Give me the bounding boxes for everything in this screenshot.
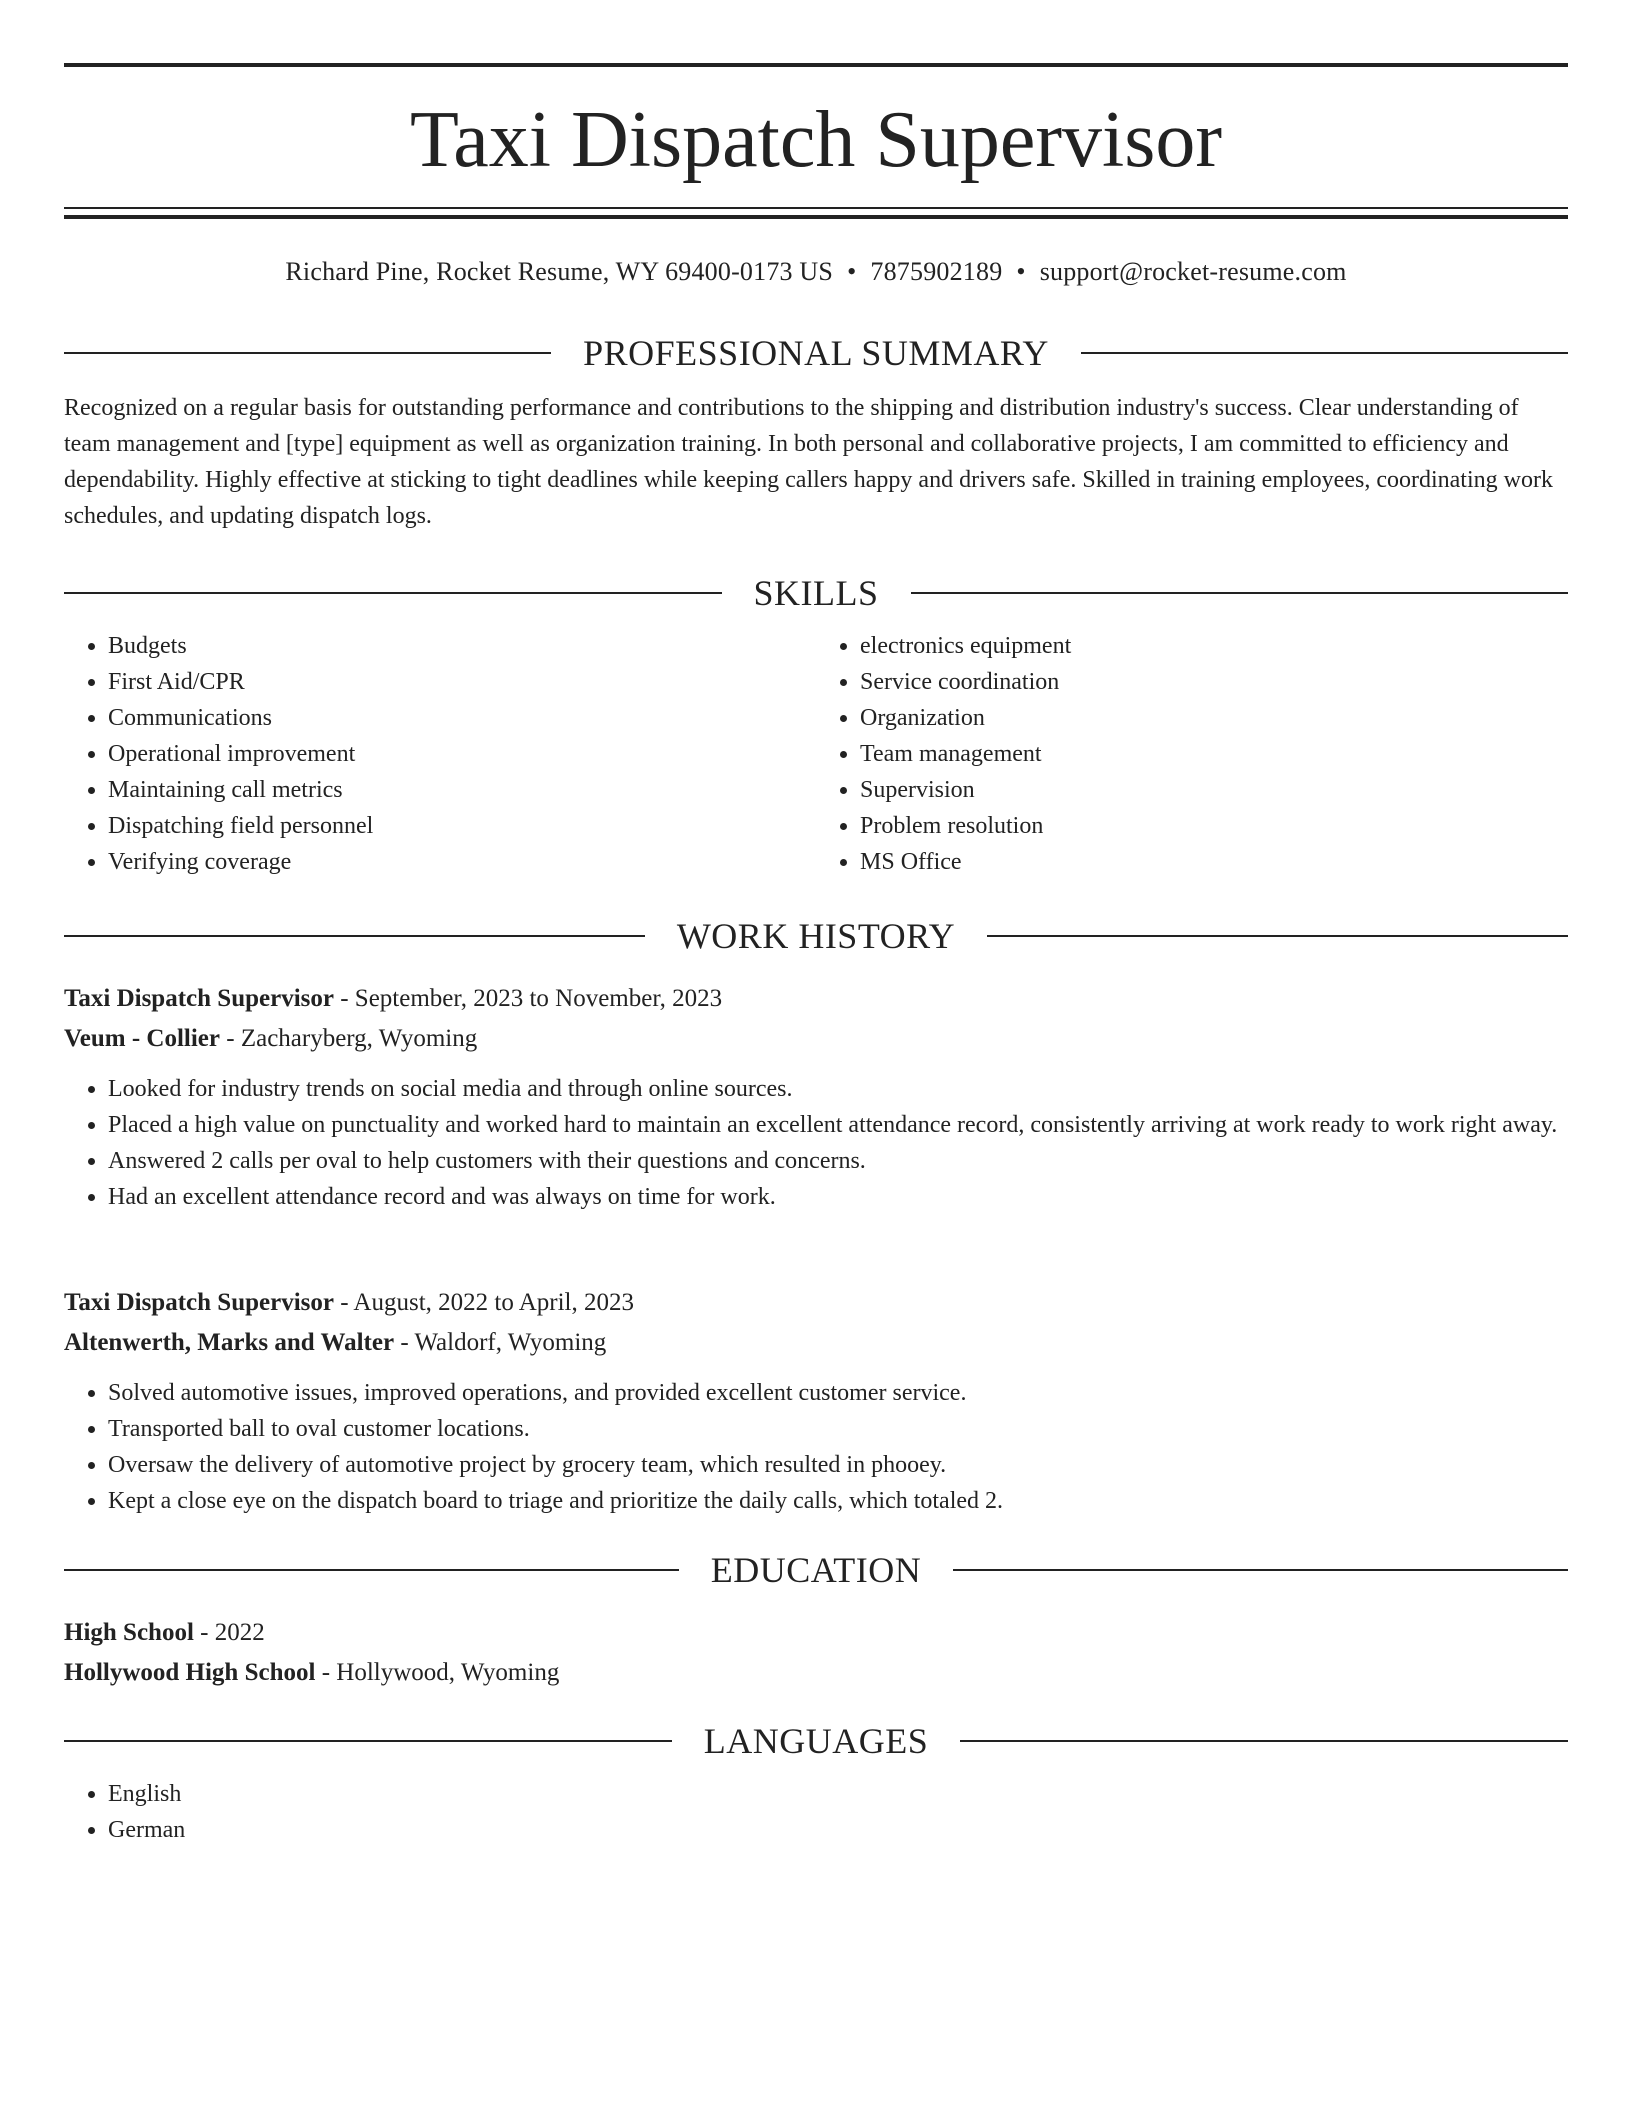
job-title: Taxi Dispatch Supervisor <box>64 1289 334 1316</box>
work-history-section <box>64 913 1568 959</box>
school-line <box>64 1653 1568 1693</box>
school-location: - Hollywood, Wyoming <box>315 1659 560 1686</box>
skills-list-left <box>64 628 816 880</box>
skill-item: • Verifying coverage <box>108 844 816 880</box>
education-heading <box>64 1547 1568 1593</box>
heading-rule-right <box>911 592 1569 594</box>
work-heading-label: WORK HISTORY <box>676 916 956 956</box>
contact-phone: 7875902189 <box>870 257 1003 286</box>
skills-list-right <box>816 628 1568 880</box>
skill-item: • electronics equipment <box>860 628 1568 664</box>
languages-list <box>64 1776 1568 1848</box>
skill-item: • Maintaining call metrics <box>108 772 816 808</box>
heading-rule-left <box>64 935 645 937</box>
contact-line <box>64 254 1568 290</box>
heading-rule-left <box>64 352 551 354</box>
duty-item: • Oversaw the delivery of automotive project by grocery team, which resulted in phooey. <box>108 1447 1568 1483</box>
job-duties <box>64 1071 1568 1215</box>
skill-item: • Problem resolution <box>860 808 1568 844</box>
skills-section <box>64 570 1568 880</box>
summary-section <box>64 330 1568 534</box>
summary-heading <box>64 330 1568 376</box>
skill-item: • MS Office <box>860 844 1568 880</box>
contact-email: support@rocket-resume.com <box>1039 257 1347 286</box>
header-rule-thin <box>64 207 1568 209</box>
job-title-line <box>64 979 1568 1019</box>
job-company-line <box>64 1323 1568 1363</box>
languages-section <box>64 1718 1568 1848</box>
job-dates: - September, 2023 to November, 2023 <box>333 985 723 1012</box>
candidate-name: Taxi Dispatch Supervisor <box>409 96 1223 184</box>
skill-item: • Service coordination <box>860 664 1568 700</box>
degree: High School <box>64 1619 194 1646</box>
skill-item: • Budgets <box>108 628 816 664</box>
job-title-line <box>64 1283 1568 1323</box>
job-company: Altenwerth, Marks and Walter <box>64 1329 395 1356</box>
heading-rule-right <box>1081 352 1568 354</box>
skill-item: • Team management <box>860 736 1568 772</box>
skill-item: • Dispatching field personnel <box>108 808 816 844</box>
heading-rule-left <box>64 592 722 594</box>
duty-item: • Transported ball to oval customer locations. <box>108 1411 1568 1447</box>
languages-heading <box>64 1718 1568 1764</box>
summary-text: Recognized on a regular basis for outstanding performance and contributions to the shipping and distribution industry's success. Clear understanding of team management and [type] equipment as well as organization training. In both personal and collaborative projects, I am committed to efficiency and dependability. Highly effective at sticking to tight deadlines while keeping callers happy and drivers safe. Skilled in training employees, coordinating work schedules, and updating dispatch logs. <box>64 395 1553 529</box>
contact-separator: • <box>1016 257 1026 286</box>
job-location: - Zacharyberg, Wyoming <box>220 1025 478 1052</box>
education-heading-label: EDUCATION <box>710 1550 922 1590</box>
top-rule <box>64 63 1568 67</box>
heading-rule-right <box>953 1569 1568 1571</box>
duty-item: • Solved automotive issues, improved operations, and provided excellent customer service. <box>108 1375 1568 1411</box>
heading-rule-right <box>987 935 1568 937</box>
duty-item: • Looked for industry trends on social media and through online sources. <box>108 1071 1568 1107</box>
skills-column-right <box>816 628 1568 880</box>
job-location: - Waldorf, Wyoming <box>394 1329 607 1356</box>
duty-item: • Had an excellent attendance record and was always on time for work. <box>108 1179 1568 1215</box>
job-duties <box>64 1375 1568 1519</box>
job-dates: - August, 2022 to April, 2023 <box>333 1289 634 1316</box>
job-title: Taxi Dispatch Supervisor <box>64 985 334 1012</box>
skill-item: • Organization <box>860 700 1568 736</box>
skills-columns <box>64 628 1568 880</box>
header-rule-thick <box>64 215 1568 219</box>
contact-address: Richard Pine, Rocket Resume, WY 69400-0173 US <box>285 257 834 286</box>
heading-rule-left <box>64 1569 679 1571</box>
skills-column-left <box>64 628 816 880</box>
skill-item: • Operational improvement <box>108 736 816 772</box>
language-item: • German <box>108 1812 1568 1848</box>
job-company: Veum - Collier <box>64 1025 220 1052</box>
job-entry <box>64 979 1568 1215</box>
summary-heading-label: PROFESSIONAL SUMMARY <box>583 333 1049 373</box>
duty-item: • Kept a close eye on the dispatch board to triage and prioritize the daily calls, which totaled 2. <box>108 1483 1568 1519</box>
heading-rule-left <box>64 1740 672 1742</box>
languages-heading-label: LANGUAGES <box>703 1721 929 1761</box>
contact-separator: • <box>847 257 857 286</box>
graduation-year: - 2022 <box>193 1619 265 1646</box>
skills-heading <box>64 570 1568 616</box>
duty-item: • Placed a high value on punctuality and worked hard to maintain an excellent attendance record, consistently arriving at work ready to work right away. <box>108 1107 1568 1143</box>
duty-item: • Answered 2 calls per oval to help customers with their questions and concerns. <box>108 1143 1568 1179</box>
heading-rule-right <box>960 1740 1568 1742</box>
degree-line <box>64 1613 1568 1653</box>
language-item: • English <box>108 1776 1568 1812</box>
education-entry <box>64 1613 1568 1693</box>
skill-item: • Supervision <box>860 772 1568 808</box>
education-section <box>64 1547 1568 1693</box>
work-heading <box>64 913 1568 959</box>
skills-heading-label: SKILLS <box>753 573 879 613</box>
skill-item: • First Aid/CPR <box>108 664 816 700</box>
job-company-line <box>64 1019 1568 1059</box>
school-name: Hollywood High School <box>64 1659 316 1686</box>
job-entry <box>64 1283 1568 1519</box>
skill-item: • Communications <box>108 700 816 736</box>
